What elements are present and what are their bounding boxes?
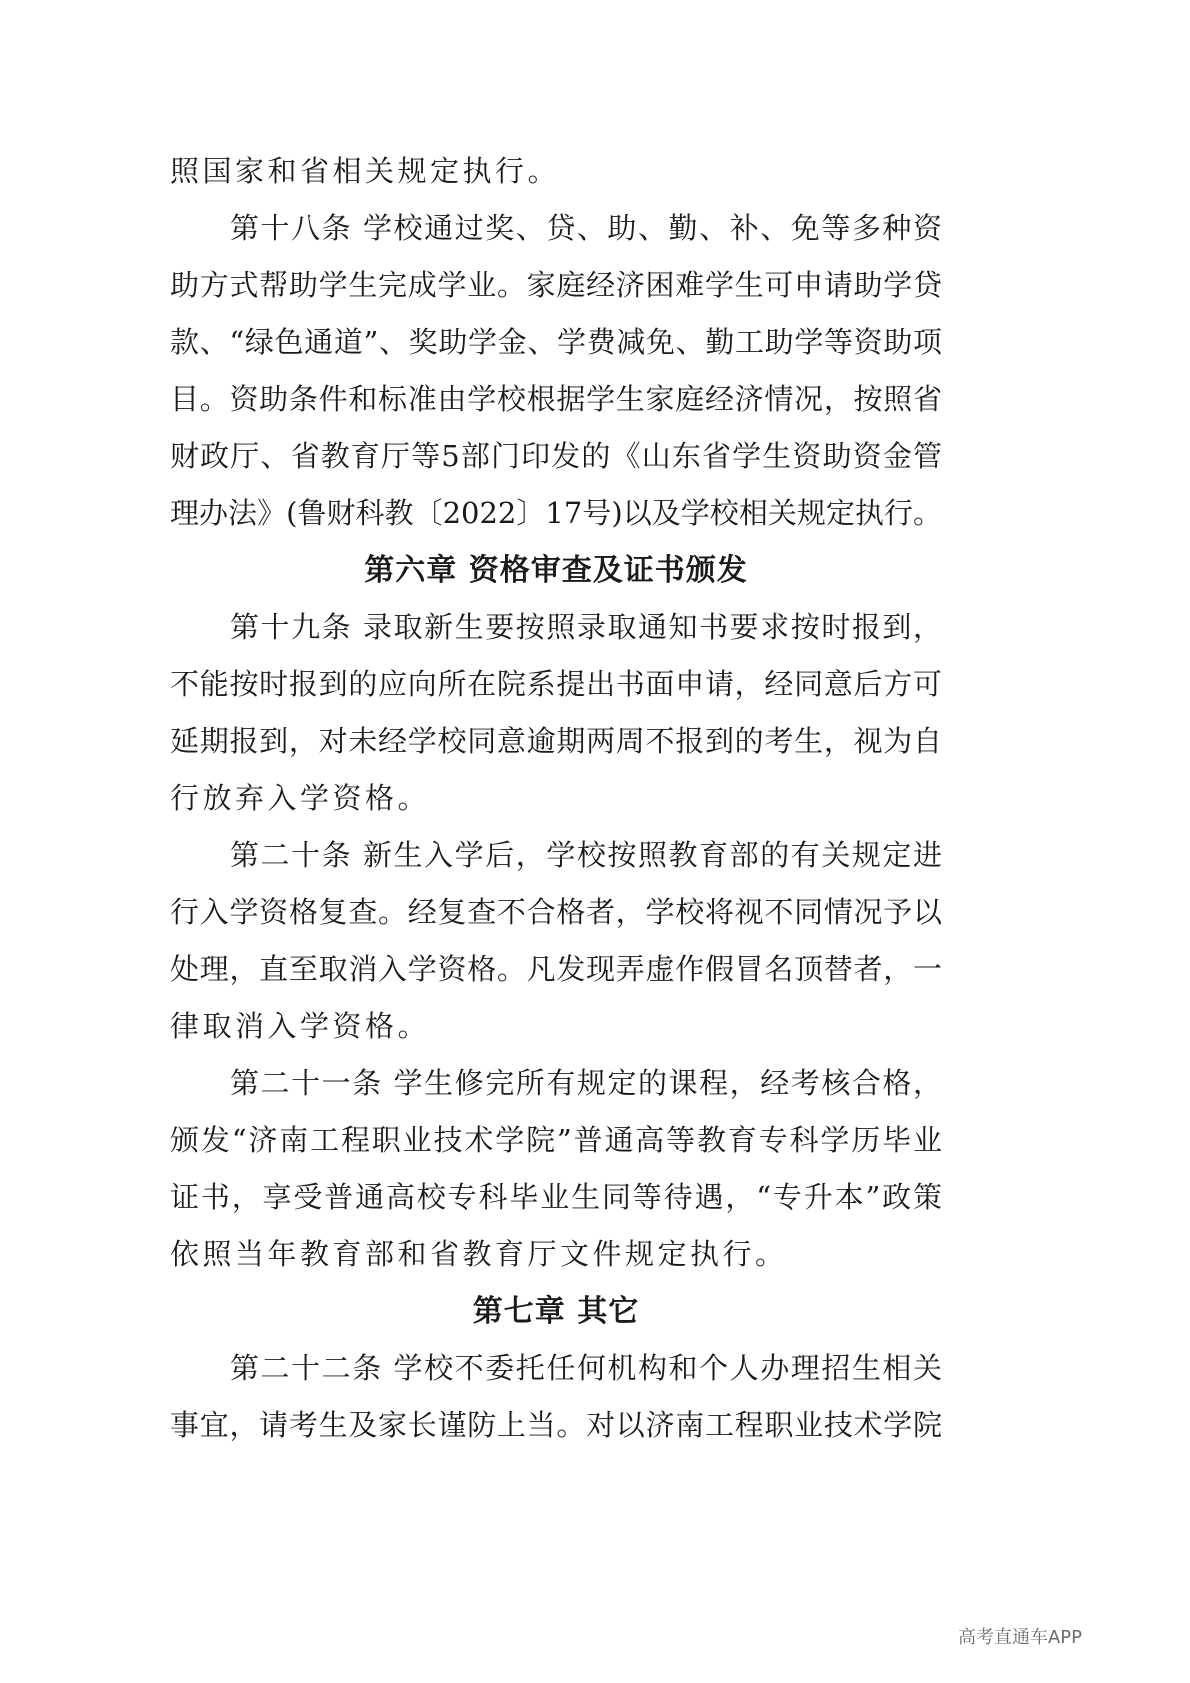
document-text-line: 目。资助条件和标准由学校根据学生家庭经济情况，按照省 bbox=[170, 382, 942, 416]
document-text-line: 行放弃入学资格。 bbox=[170, 781, 431, 815]
document-text-line: 助方式帮助学生完成学业。家庭经济困难学生可申请助学贷 bbox=[170, 268, 942, 302]
document-text-line: 依照当年教育部和省教育厅文件规定执行。 bbox=[170, 1237, 788, 1271]
document-text-line: 颁发“济南工程职业技术学院”普通高等教育专科学历毕业 bbox=[170, 1123, 942, 1157]
document-text-line: 财政厅、省教育厅等5部门印发的《山东省学生资助资金管 bbox=[170, 439, 942, 473]
document-text-line: 第十八条 学校通过奖、贷、助、勤、补、免等多种资 bbox=[230, 211, 942, 245]
document-text-line: 第二十条 新生入学后，学校按照教育部的有关规定进 bbox=[230, 838, 942, 872]
chapter-heading: 第七章 其它 bbox=[472, 1294, 640, 1329]
document-text-line: 延期报到，对未经学校同意逾期两周不报到的考生，视为自 bbox=[170, 724, 942, 758]
chapter-heading: 第六章 资格审查及证书颁发 bbox=[364, 553, 748, 588]
document-page bbox=[170, 143, 942, 1454]
document-text-line: 事宜，请考生及家长谨防上当。对以济南工程职业技术学院 bbox=[170, 1408, 942, 1442]
document-text-line: 理办法》(鲁财科教〔2022〕17号)以及学校相关规定执行。 bbox=[170, 496, 942, 530]
document-text-line: 不能按时报到的应向所在院系提出书面申请，经同意后方可 bbox=[170, 667, 942, 701]
document-text-line: 第二十二条 学校不委托任何机构和个人办理招生相关 bbox=[230, 1351, 942, 1385]
document-text-line: 证书，享受普通高校专科毕业生同等待遇，“专升本”政策 bbox=[170, 1180, 942, 1214]
document-text-line: 第二十一条 学生修完所有规定的课程，经考核合格， bbox=[230, 1066, 942, 1100]
watermark: 高考直通车APP bbox=[957, 1627, 1082, 1648]
document-text-line: 款、“绿色通道”、奖助学金、学费减免、勤工助学等资助项 bbox=[170, 325, 942, 359]
document-text-line: 照国家和省相关规定执行。 bbox=[170, 154, 561, 188]
document-text-line: 第十九条 录取新生要按照录取通知书要求按时报到， bbox=[230, 610, 942, 644]
document-text-line: 律取消入学资格。 bbox=[170, 1009, 431, 1043]
document-text-line: 处理，直至取消入学资格。凡发现弄虚作假冒名顶替者，一 bbox=[170, 952, 942, 986]
document-text-line: 行入学资格复查。经复查不合格者，学校将视不同情况予以 bbox=[170, 895, 942, 929]
